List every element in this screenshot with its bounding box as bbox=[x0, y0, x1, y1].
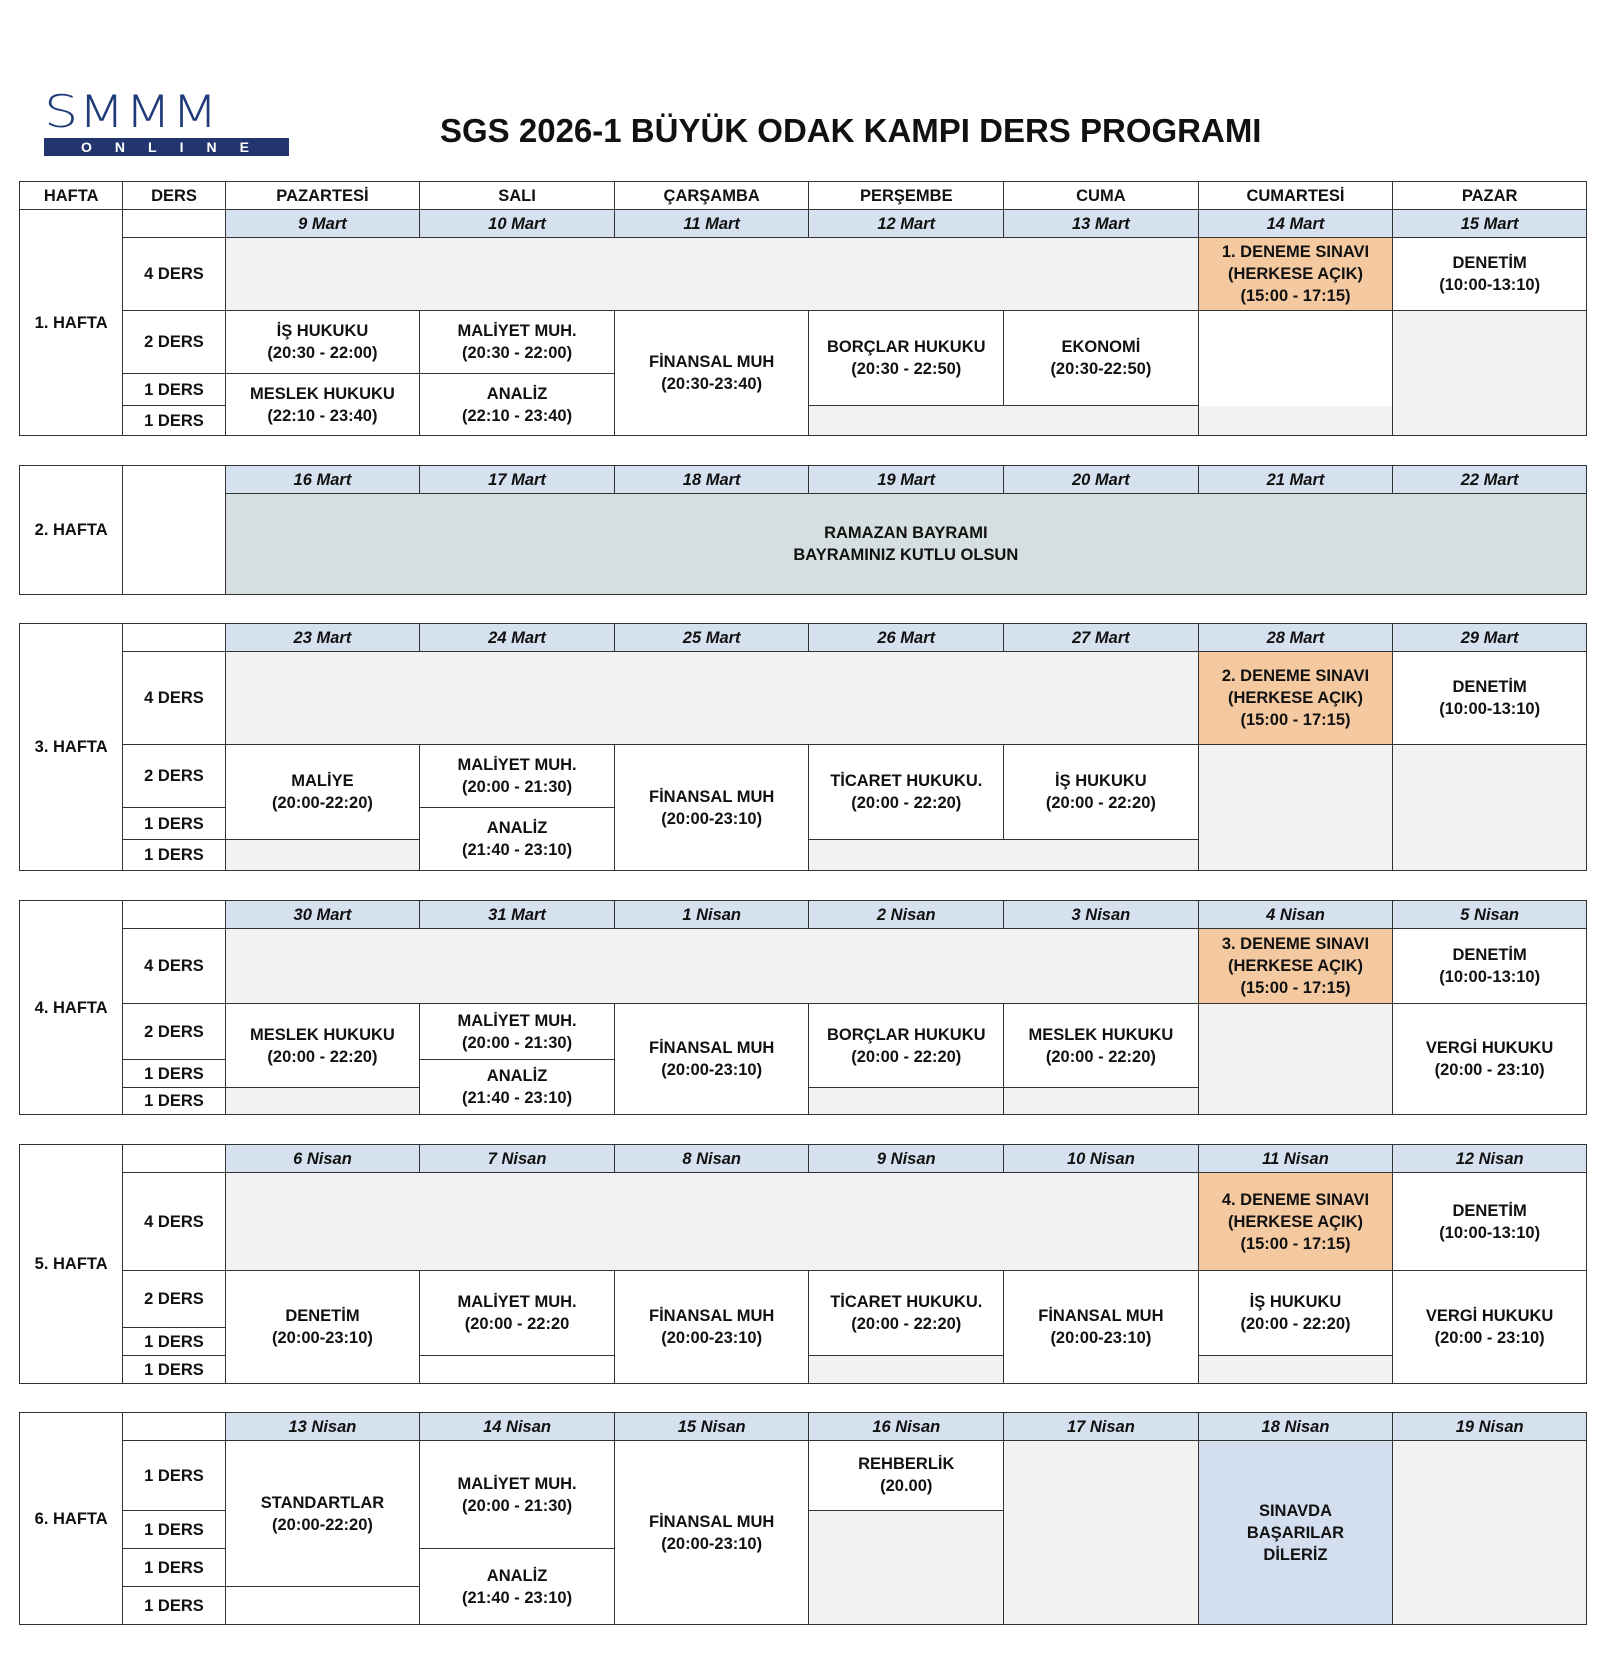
date-cell: 18 Mart bbox=[614, 466, 809, 494]
lesson-cell: İŞ HUKUKU (20:30 - 22:00) bbox=[225, 311, 420, 374]
date-cell: 16 Nisan bbox=[809, 1413, 1004, 1441]
lesson-cell: ANALİZ (22:10 - 23:40) bbox=[420, 374, 615, 436]
date-cell: 10 Mart bbox=[420, 210, 615, 238]
day-header: PERŞEMBE bbox=[809, 182, 1004, 210]
date-cell: 4 Nisan bbox=[1198, 901, 1393, 929]
date-cell: 14 Mart bbox=[1198, 210, 1393, 238]
empty-slot bbox=[225, 1587, 420, 1625]
date-cell: 26 Mart bbox=[809, 624, 1004, 652]
empty-slot bbox=[225, 238, 1198, 311]
day-header: PAZARTESİ bbox=[225, 182, 420, 210]
date-cell: 7 Nisan bbox=[420, 1145, 615, 1173]
ders-count: 2 DERS bbox=[123, 1271, 225, 1328]
lesson-cell: MESLEK HUKUKU (20:00 - 22:20) bbox=[225, 1004, 420, 1088]
date-cell: 13 Mart bbox=[1004, 210, 1199, 238]
lesson-cell: TİCARET HUKUKU. (20:00 - 22:20) bbox=[809, 745, 1004, 840]
ders-count: 1 DERS bbox=[123, 808, 225, 840]
date-cell: 28 Mart bbox=[1198, 624, 1393, 652]
exam-cell: 3. DENEME SINAVI (HERKESE AÇIK) (15:00 - 17:15) bbox=[1198, 929, 1393, 1004]
lesson-cell: FİNANSAL MUH (20:00-23:10) bbox=[1004, 1271, 1199, 1384]
empty-slot bbox=[1004, 1441, 1199, 1625]
lesson-cell: MALİYET MUH. (20:00 - 21:30) bbox=[420, 745, 615, 808]
empty-slot bbox=[809, 406, 1198, 436]
lesson-cell: FİNANSAL MUH (20:00-23:10) bbox=[614, 1271, 809, 1384]
empty-slot bbox=[225, 1173, 1198, 1271]
lesson-cell: MALİYET MUH. (20:00 - 21:30) bbox=[420, 1441, 615, 1549]
ders-count: 4 DERS bbox=[123, 652, 225, 745]
hafta-header: HAFTA bbox=[20, 182, 123, 210]
lesson-cell: STANDARTLAR (20:00-22:20) bbox=[225, 1441, 420, 1587]
ders-count: 4 DERS bbox=[123, 238, 225, 311]
lesson-cell: ANALİZ (21:40 - 23:10) bbox=[420, 1060, 615, 1115]
empty-slot bbox=[1198, 406, 1393, 436]
date-cell: 10 Nisan bbox=[1004, 1145, 1199, 1173]
week-3-block bbox=[19, 623, 1587, 871]
date-cell: 12 Mart bbox=[809, 210, 1004, 238]
ders-count: 1 DERS bbox=[123, 1060, 225, 1088]
week-2-block bbox=[19, 465, 1587, 595]
day-header: CUMARTESİ bbox=[1198, 182, 1393, 210]
ders-count: 1 DERS bbox=[123, 406, 225, 436]
date-cell: 29 Mart bbox=[1393, 624, 1587, 652]
empty-slot bbox=[1198, 1356, 1393, 1384]
week-1-block bbox=[19, 181, 1587, 436]
lesson-cell: BORÇLAR HUKUKU (20:30 - 22:50) bbox=[809, 311, 1004, 406]
week-4-block bbox=[19, 900, 1587, 1115]
exam-cell: 2. DENEME SINAVI (HERKESE AÇIK) (15:00 - 17:15) bbox=[1198, 652, 1393, 745]
empty-slot bbox=[1198, 1004, 1393, 1115]
lesson-cell: BORÇLAR HUKUKU (20:00 - 22:20) bbox=[809, 1004, 1004, 1088]
empty-slot bbox=[809, 1511, 1004, 1625]
empty-slot bbox=[809, 840, 1198, 871]
lesson-cell: DENETİM (20:00-23:10) bbox=[225, 1271, 420, 1384]
empty-slot bbox=[1198, 311, 1393, 406]
lesson-cell: İŞ HUKUKU (20:00 - 22:20) bbox=[1004, 745, 1199, 840]
lesson-cell: MALİYET MUH. (20:00 - 22:20 bbox=[420, 1271, 615, 1356]
ders-count: 1 DERS bbox=[123, 374, 225, 406]
lesson-cell: FİNANSAL MUH (20:00-23:10) bbox=[614, 1441, 809, 1625]
lesson-cell: TİCARET HUKUKU. (20:00 - 22:20) bbox=[809, 1271, 1004, 1356]
ders-count: 2 DERS bbox=[123, 745, 225, 808]
date-cell: 9 Mart bbox=[225, 210, 420, 238]
week-label: 6. HAFTA bbox=[20, 1413, 123, 1625]
date-cell: 17 Nisan bbox=[1004, 1413, 1199, 1441]
date-cell: 17 Mart bbox=[420, 466, 615, 494]
exam-cell: 4. DENEME SINAVI (HERKESE AÇIK) (15:00 - 17:15) bbox=[1198, 1173, 1393, 1271]
date-cell: 21 Mart bbox=[1198, 466, 1393, 494]
empty-slot bbox=[1198, 745, 1393, 871]
lesson-cell: FİNANSAL MUH (20:30-23:40) bbox=[614, 311, 809, 436]
message-cell: SINAVDA BAŞARILAR DİLERİZ bbox=[1198, 1441, 1393, 1625]
date-cell: 15 Nisan bbox=[614, 1413, 809, 1441]
date-cell: 24 Mart bbox=[420, 624, 615, 652]
lesson-cell: ANALİZ (21:40 - 23:10) bbox=[420, 1549, 615, 1625]
date-cell: 19 Mart bbox=[809, 466, 1004, 494]
date-cell: 2 Nisan bbox=[809, 901, 1004, 929]
week-label: 4. HAFTA bbox=[20, 901, 123, 1115]
lesson-cell: MESLEK HUKUKU (22:10 - 23:40) bbox=[225, 374, 420, 436]
lesson-cell: DENETİM (10:00-13:10) bbox=[1393, 1173, 1587, 1271]
date-cell: 8 Nisan bbox=[614, 1145, 809, 1173]
ders-count: 1 DERS bbox=[123, 1511, 225, 1549]
exam-cell: 1. DENEME SINAVI (HERKESE AÇIK) (15:00 - 17:15) bbox=[1198, 238, 1393, 311]
lesson-cell: VERGİ HUKUKU (20:00 - 23:10) bbox=[1393, 1004, 1587, 1115]
lesson-cell: VERGİ HUKUKU (20:00 - 23:10) bbox=[1393, 1271, 1587, 1384]
date-cell: 6 Nisan bbox=[225, 1145, 420, 1173]
lesson-cell: FİNANSAL MUH (20:00-23:10) bbox=[614, 1004, 809, 1115]
ders-count: 4 DERS bbox=[123, 1173, 225, 1271]
date-cell: 13 Nisan bbox=[225, 1413, 420, 1441]
lesson-cell: DENETİM (10:00-13:10) bbox=[1393, 238, 1587, 311]
week-5-block bbox=[19, 1144, 1587, 1384]
date-cell: 31 Mart bbox=[420, 901, 615, 929]
lesson-cell: MESLEK HUKUKU (20:00 - 22:20) bbox=[1004, 1004, 1199, 1088]
date-cell: 5 Nisan bbox=[1393, 901, 1587, 929]
ders-count: 4 DERS bbox=[123, 929, 225, 1004]
day-header-row bbox=[20, 182, 1587, 210]
ders-count: 1 DERS bbox=[123, 1441, 225, 1511]
ders-count: 1 DERS bbox=[123, 1587, 225, 1625]
date-cell: 20 Mart bbox=[1004, 466, 1199, 494]
date-cell: 23 Mart bbox=[225, 624, 420, 652]
ders-count: 2 DERS bbox=[123, 311, 225, 374]
ders-count: 1 DERS bbox=[123, 840, 225, 871]
day-header: CUMA bbox=[1004, 182, 1199, 210]
empty-slot bbox=[1004, 1088, 1199, 1115]
week-6-block bbox=[19, 1412, 1587, 1625]
ders-count: 1 DERS bbox=[123, 1088, 225, 1115]
date-cell: 3 Nisan bbox=[1004, 901, 1199, 929]
date-cell: 19 Nisan bbox=[1393, 1413, 1587, 1441]
date-cell: 30 Mart bbox=[225, 901, 420, 929]
lesson-cell: ANALİZ (21:40 - 23:10) bbox=[420, 808, 615, 871]
ders-header: DERS bbox=[123, 182, 225, 210]
empty-slot bbox=[225, 1088, 420, 1115]
week-label: 5. HAFTA bbox=[20, 1145, 123, 1384]
lesson-cell: MALİYET MUH. (20:00 - 21:30) bbox=[420, 1004, 615, 1060]
date-cell: 27 Mart bbox=[1004, 624, 1199, 652]
date-cell: 12 Nisan bbox=[1393, 1145, 1587, 1173]
week-label: 3. HAFTA bbox=[20, 624, 123, 871]
date-row bbox=[20, 210, 1587, 238]
lesson-cell: DENETİM (10:00-13:10) bbox=[1393, 652, 1587, 745]
date-cell: 16 Mart bbox=[225, 466, 420, 494]
date-cell: 15 Mart bbox=[1393, 210, 1587, 238]
logo-mark: SMMM bbox=[44, 85, 219, 138]
day-header: ÇARŞAMBA bbox=[614, 182, 809, 210]
empty-slot bbox=[225, 652, 1198, 745]
date-cell: 11 Mart bbox=[614, 210, 809, 238]
lesson-cell: MALİYET MUH. (20:30 - 22:00) bbox=[420, 311, 615, 374]
holiday-banner: RAMAZAN BAYRAMI BAYRAMINIZ KUTLU OLSUN bbox=[225, 494, 1586, 595]
logo-subtitle: ONLINE bbox=[44, 138, 289, 156]
lesson-cell: DENETİM (10:00-13:10) bbox=[1393, 929, 1587, 1004]
smmm-online-logo bbox=[44, 85, 289, 160]
lesson-cell: REHBERLİK (20.00) bbox=[809, 1441, 1004, 1511]
empty-slot bbox=[1393, 311, 1587, 436]
empty-slot bbox=[1393, 745, 1587, 871]
ders-count: 1 DERS bbox=[123, 1356, 225, 1384]
ders-count: 1 DERS bbox=[123, 1549, 225, 1587]
empty-slot bbox=[809, 1088, 1004, 1115]
date-cell: 9 Nisan bbox=[809, 1145, 1004, 1173]
empty-slot bbox=[225, 840, 420, 871]
day-header: SALI bbox=[420, 182, 615, 210]
ders-count: 2 DERS bbox=[123, 1004, 225, 1060]
date-cell: 25 Mart bbox=[614, 624, 809, 652]
week-label: 2. HAFTA bbox=[20, 466, 123, 595]
lesson-cell: MALİYE (20:00-22:20) bbox=[225, 745, 420, 840]
lesson-cell: İŞ HUKUKU (20:00 - 22:20) bbox=[1198, 1271, 1393, 1356]
date-cell: 1 Nisan bbox=[614, 901, 809, 929]
day-header: PAZAR bbox=[1393, 182, 1587, 210]
empty-slot bbox=[1393, 1441, 1587, 1625]
empty-slot bbox=[420, 1356, 615, 1384]
week-label: 1. HAFTA bbox=[20, 210, 123, 436]
date-cell: 18 Nisan bbox=[1198, 1413, 1393, 1441]
date-cell: 11 Nisan bbox=[1198, 1145, 1393, 1173]
ders-count: 1 DERS bbox=[123, 1328, 225, 1356]
empty-slot bbox=[225, 929, 1198, 1004]
lesson-cell: EKONOMİ (20:30-22:50) bbox=[1004, 311, 1199, 406]
page-title: SGS 2026-1 BÜYÜK ODAK KAMPI DERS PROGRAMI bbox=[440, 112, 1262, 149]
empty-slot bbox=[809, 1356, 1004, 1384]
lesson-cell: FİNANSAL MUH (20:00-23:10) bbox=[614, 745, 809, 871]
date-cell: 14 Nisan bbox=[420, 1413, 615, 1441]
date-cell: 22 Mart bbox=[1393, 466, 1587, 494]
